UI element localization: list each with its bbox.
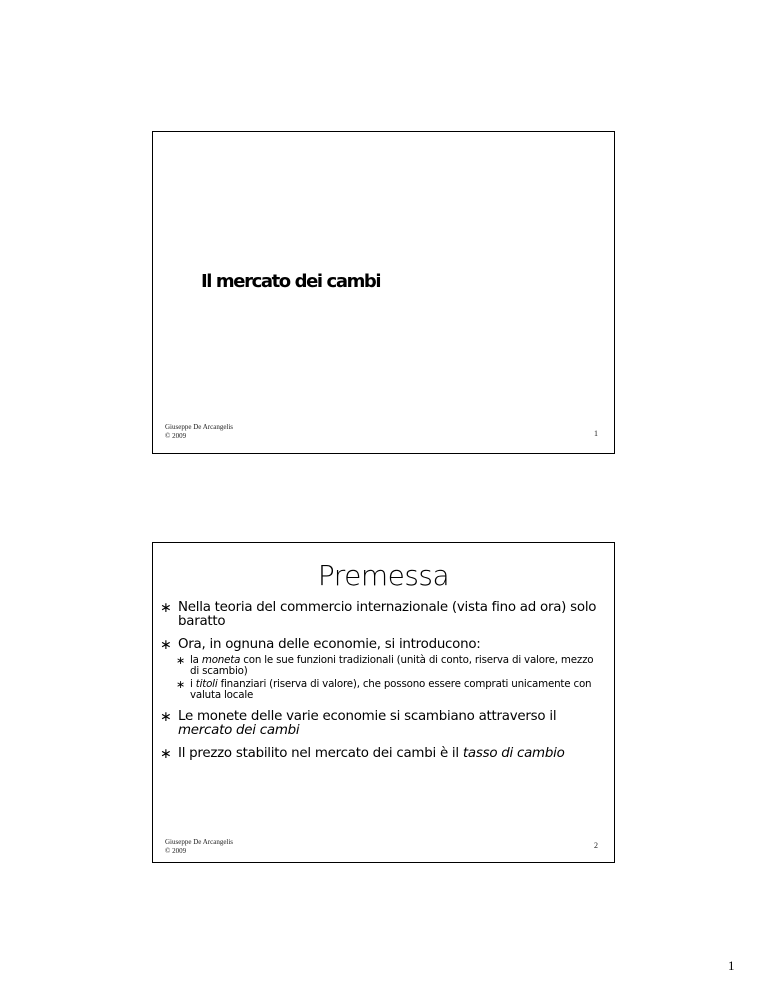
bullet-text: Nella teoria del commercio internazionale (vista fino ad ora) solo baratto [178,600,597,629]
bullet-text-pre: Il prezzo stabilito nel mercato dei cambi è il [178,746,459,761]
bullet-marker-icon: ∗ [160,746,172,762]
bullet-marker-icon: ∗ [160,600,172,616]
sub-bullet-item [176,655,605,677]
sub-bullet-text-post: con le sue funzioni tradizionali (unità di conto, riserva di valore, mezzo di scambio) [190,654,594,677]
bullet-item [160,638,605,701]
bullet-text-pre: Le monete delle varie economie si scambiano attraverso il [178,709,557,724]
copyright: © 2009 [165,432,187,440]
sub-bullet-text-emphasis: titoli [195,678,218,690]
copyright: © 2009 [165,847,187,855]
sub-bullet-list [176,655,605,701]
sub-bullet-text-emphasis: moneta [201,654,241,666]
bullet-text: Ora, in ognuna delle economie, si introducono: [178,637,481,652]
sub-bullet-text-pre: la [190,654,199,666]
bullet-item [160,710,605,738]
bullet-marker-icon: ∗ [160,709,172,725]
author-name: Giuseppe De Arcangelis [165,838,234,846]
slide-footer-author [165,838,233,856]
bullet-text-emphasis: mercato dei cambi [178,723,300,738]
slide-1 [152,131,615,454]
sub-bullet-text-post: finanziari (riserva di valore), che possono essere comprati unicamente con valuta locale [190,678,592,701]
slide-title: Premessa [317,559,450,592]
slide-number: 1 [594,429,598,438]
sub-bullet-item [176,679,605,701]
slide-2 [152,542,615,863]
sub-bullet-text-pre: i [190,678,193,690]
author-name: Giuseppe De Arcangelis [165,423,234,431]
slide-number: 2 [594,841,598,850]
slide-footer-author [165,423,233,441]
bullet-marker-icon: ∗ [160,637,172,653]
bullet-item [160,601,605,629]
page-number: 1 [728,958,735,973]
bullet-list [160,601,605,770]
bullet-marker-icon: ∗ [176,678,186,691]
slide-title: Il mercato dei cambi [201,271,381,292]
bullet-marker-icon: ∗ [176,654,186,667]
bullet-item [160,747,605,761]
bullet-text-emphasis: tasso di cambio [462,746,565,761]
